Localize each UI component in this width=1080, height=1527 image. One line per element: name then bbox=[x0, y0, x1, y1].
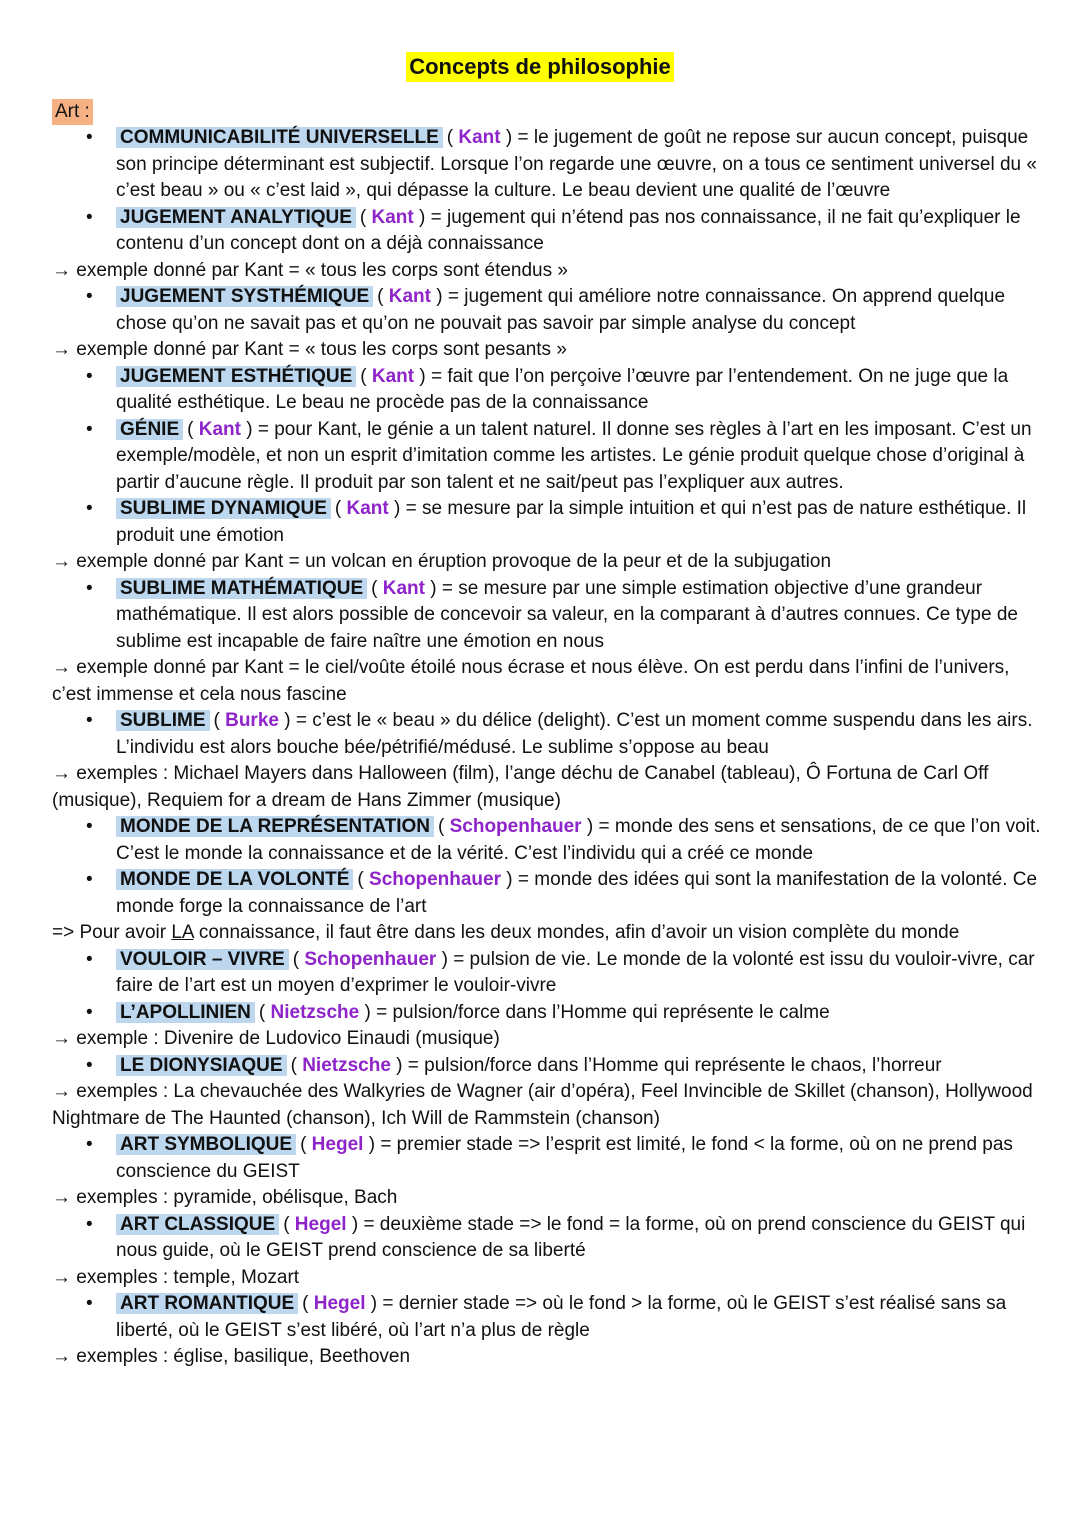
concept-list bbox=[52, 125, 1042, 1371]
concept-term: MONDE DE LA VOLONTÉ bbox=[116, 869, 353, 890]
section-art bbox=[52, 99, 1042, 126]
concept-item: • SUBLIME ( Burke ) = c’est le « beau » du délice (delight). C’est un moment comme suspendu dans les airs. L’individu est alors bouche bée/pétrifié/médusé. Le sublime s’oppose au beau bbox=[52, 708, 1042, 761]
concept-term: COMMUNICABILITÉ UNIVERSELLE bbox=[116, 127, 443, 148]
concept-item: • L’APOLLINIEN ( Nietzsche ) = pulsion/force dans l’Homme qui représente le calme bbox=[52, 1000, 1042, 1027]
concept-definition: = pulsion/force dans l’Homme qui représente le calme bbox=[376, 1001, 830, 1023]
concept-author: Kant bbox=[458, 127, 501, 148]
concept-author: Kant bbox=[198, 418, 241, 440]
example-note: → exemples : temple, Mozart bbox=[52, 1266, 300, 1288]
concept-definition: = se mesure par une simple estimation objective d’une grandeur mathématique. Il est alors possible de concevoir sa valeur, en la comparant à d’autres connues. Ce type de sublime est incapable de faire naître une émotion en nous bbox=[116, 577, 1018, 652]
concept-term: SUBLIME bbox=[116, 710, 210, 731]
concept-term: SUBLIME MATHÉMATIQUE bbox=[116, 578, 367, 599]
concept-author: Schopenhauer bbox=[449, 816, 582, 837]
concept-term: JUGEMENT ESTHÉTIQUE bbox=[116, 366, 356, 387]
concept-item: • GÉNIE ( Kant ) = pour Kant, le génie a un talent naturel. Il donne ses règles à l’art en les imposant. C’est un exemple/modèle, et non un esprit d’imitation comme les artistes. Le génie produit quelque chose d’original à partir d’aucune règle. Il produit par son talent et ne sait/peut pas l’expliquer aux autres. bbox=[52, 417, 1042, 497]
example-note: → exemples : église, basilique, Beethoven bbox=[52, 1346, 411, 1367]
concept-author: Kant bbox=[371, 365, 415, 387]
conclusion-pre: => Pour avoir bbox=[52, 922, 172, 943]
concept-item: • LE DIONYSIAQUE ( Nietzsche ) = pulsion/force dans l’Homme qui représente le chaos, l’horreur bbox=[52, 1053, 1042, 1080]
concept-definition: = se mesure par la simple intuition et qui n’est pas de nature esthétique. Il produit une émotion bbox=[116, 498, 1027, 546]
concept-definition: = pulsion de vie. Le monde de la volonté est issu du vouloir-vivre, car faire de l’art est un moyen d’exprimer le vouloir-vivre bbox=[116, 948, 1035, 996]
concept-item: • ART SYMBOLIQUE ( Hegel ) = premier stade => l’esprit est limité, le fond < la forme, où on ne prend pas conscience du GEIST bbox=[52, 1132, 1042, 1185]
example-note: → exemple : Divenire de Ludovico Einaudi (musique) bbox=[52, 1028, 500, 1049]
example-note: → exemples : pyramide, obélisque, Bach bbox=[52, 1187, 398, 1208]
concept-definition: = monde des idées qui sont la manifestation de la volonté. Ce monde forge la connaissance de l’art bbox=[116, 869, 1038, 917]
concept-author: Kant bbox=[346, 498, 389, 519]
concept-definition: = deuxième stade => le fond = la forme, où on prend conscience du GEIST qui nous guide, où le GEIST prend conscience de sa liberté bbox=[116, 1213, 1026, 1261]
conclusion-note bbox=[52, 920, 1042, 947]
concept-definition: = fait que l’on perçoive l’œuvre par l’entendement. On ne juge que la qualité esthétique. Le beau ne procède pas de la connaissance bbox=[116, 365, 1009, 413]
concept-definition: = c’est le « beau » du délice (delight). C’est un moment comme suspendu dans les airs. L’individu est alors bouche bée/pétrifié/médusé. Le sublime s’oppose au beau bbox=[116, 710, 1033, 758]
section-heading: Art : bbox=[52, 99, 93, 125]
concept-definition: = monde des sens et sensations, de ce que l’on voit. C’est le monde la connaissance et de la vérité. C’est l’individu qui a créé ce monde bbox=[116, 816, 1041, 864]
concept-item: • JUGEMENT SYSTHÉMIQUE ( Kant ) = jugement qui améliore notre connaissance. On apprend quelque chose qu’on ne savait pas et qu’on ne pouvait pas savoir par simple analyse du concept bbox=[52, 284, 1042, 337]
concept-author: Nietzsche bbox=[270, 1001, 360, 1023]
concept-item: • JUGEMENT ANALYTIQUE ( Kant ) = jugement qui n’étend pas nos connaissance, il ne fait qu’expliquer le contenu d’un concept dont on a déjà connaissance bbox=[52, 205, 1042, 258]
concept-term: JUGEMENT SYSTHÉMIQUE bbox=[116, 286, 373, 307]
concept-item: • SUBLIME MATHÉMATIQUE ( Kant ) = se mesure par une simple estimation objective d’une grandeur mathématique. Il est alors possible de concevoir sa valeur, en la comparant à d’autres connues. Ce type de sublime est incapable de faire naître une émotion en nous bbox=[52, 576, 1042, 656]
concept-definition: = pour Kant, le génie a un talent naturel. Il donne ses règles à l’art en les imposant. C’est un exemple/modèle, et non un esprit d’imitation comme les artistes. Le génie produit quelque chose d’original à partir d’aucune règle. Il produit par son talent et ne sait/peut pas l’expliquer aux autres. bbox=[116, 418, 1032, 493]
concept-author: Hegel bbox=[294, 1213, 347, 1235]
concept-term: L’APOLLINIEN bbox=[116, 1002, 255, 1023]
example-note: → exemples : Michael Mayers dans Halloween (film), l’ange déchu de Canabel (tableau), Ô Fortuna de Carl Off (musique), Requiem for a dream de Hans Zimmer (musique) bbox=[52, 763, 989, 811]
concept-definition: = jugement qui n’étend pas nos connaissance, il ne fait qu’expliquer le contenu d’un concept dont on a déjà connaissance bbox=[116, 206, 1021, 254]
conclusion-underlined: LA bbox=[171, 922, 194, 943]
concept-term: VOULOIR – VIVRE bbox=[116, 949, 289, 970]
example-note: → exemple donné par Kant = un volcan en éruption provoque de la peur et de la subjugation bbox=[52, 551, 832, 572]
concept-term: ART SYMBOLIQUE bbox=[116, 1134, 296, 1155]
concept-author: Kant bbox=[388, 286, 431, 307]
concept-item: • COMMUNICABILITÉ UNIVERSELLE ( Kant ) = le jugement de goût ne repose sur aucun concept, puisque son principe déterminant est subjectif. Lorsque l’on regarde une œuvre, on a tous ce sentiment universel du « c’est beau » ou « c’est laid », qui dépasse la culture. Le beau devient une qualité de l’œuvre bbox=[52, 125, 1042, 205]
concept-term: MONDE DE LA REPRÉSENTATION bbox=[116, 816, 434, 837]
example-note: → exemple donné par Kant = « tous les corps sont étendus » bbox=[52, 259, 568, 281]
page-title: Concepts de philosophie bbox=[406, 52, 674, 82]
title-row bbox=[0, 52, 1080, 83]
concept-definition: = le jugement de goût ne repose sur aucun concept, puisque son principe déterminant est subjectif. Lorsque l’on regarde une œuvre, on a tous ce sentiment universel du « c’est beau » ou « c’est laid », qui dépasse la culture. Le beau devient une qualité de l’œuvre bbox=[116, 127, 1037, 201]
concept-definition: = jugement qui améliore notre connaissance. On apprend quelque chose qu’on ne savait pas et qu’on ne pouvait pas savoir par simple analyse du concept bbox=[116, 286, 1006, 334]
concept-item: • MONDE DE LA VOLONTÉ ( Schopenhauer ) = monde des idées qui sont la manifestation de la volonté. Ce monde forge la connaissance de l’art bbox=[52, 867, 1042, 920]
concept-author: Schopenhauer bbox=[369, 869, 502, 890]
document-page bbox=[52, 52, 1042, 1371]
concept-term: JUGEMENT ANALYTIQUE bbox=[116, 207, 356, 228]
concept-author: Nietzsche bbox=[302, 1054, 391, 1076]
concept-term: LE DIONYSIAQUE bbox=[116, 1055, 287, 1076]
concept-author: Schopenhauer bbox=[304, 948, 437, 970]
concept-term: GÉNIE bbox=[116, 419, 183, 440]
concept-term: SUBLIME DYNAMIQUE bbox=[116, 498, 331, 519]
concept-item: • MONDE DE LA REPRÉSENTATION ( Schopenhauer ) = monde des sens et sensations, de ce que l’on voit. C’est le monde la connaissance et de la vérité. C’est l’individu qui a créé ce monde bbox=[52, 814, 1042, 867]
conclusion-post: connaissance, il faut être dans les deux mondes, afin d’avoir un vision complète du monde bbox=[193, 922, 960, 943]
concept-definition: = pulsion/force dans l’Homme qui représente le chaos, l’horreur bbox=[407, 1054, 942, 1076]
concept-author: Hegel bbox=[311, 1134, 364, 1155]
concept-item: • ART ROMANTIQUE ( Hegel ) = dernier stade => où le fond > la forme, où le GEIST s’est réalisé sans sa liberté, où le GEIST s’est libéré, où l’art n’a plus de règle bbox=[52, 1291, 1042, 1344]
concept-term: ART CLASSIQUE bbox=[116, 1214, 279, 1235]
concept-author: Kant bbox=[382, 577, 425, 599]
concept-author: Kant bbox=[371, 206, 414, 228]
concept-item: • ART CLASSIQUE ( Hegel ) = deuxième stade => le fond = la forme, où on prend conscience du GEIST qui nous guide, où le GEIST prend conscience de sa liberté bbox=[52, 1212, 1042, 1265]
example-note: → exemples : La chevauchée des Walkyries de Wagner (air d’opéra), Feel Invincible de Skillet (chanson), Hollywood Nightmare de The Haunted (chanson), Ich Will de Rammstein (chanson) bbox=[52, 1081, 1033, 1129]
concept-item: • JUGEMENT ESTHÉTIQUE ( Kant ) = fait que l’on perçoive l’œuvre par l’entendement. On ne juge que la qualité esthétique. Le beau ne procède pas de la connaissance bbox=[52, 364, 1042, 417]
example-note: → exemple donné par Kant = le ciel/voûte étoilé nous écrase et nous élève. On est perdu dans l’infini de l’univers, c’est immense et cela nous fascine bbox=[52, 657, 1010, 705]
concept-definition: = dernier stade => où le fond > la forme, où le GEIST s’est réalisé sans sa liberté, où le GEIST s’est libéré, où l’art n’a plus de règle bbox=[116, 1293, 1007, 1341]
concept-term: ART ROMANTIQUE bbox=[116, 1293, 298, 1314]
concept-author: Hegel bbox=[313, 1293, 366, 1314]
concept-definition: = premier stade => l’esprit est limité, le fond < la forme, où on ne prend pas conscience du GEIST bbox=[116, 1134, 1013, 1182]
concept-author: Burke bbox=[225, 710, 279, 731]
concept-item: • VOULOIR – VIVRE ( Schopenhauer ) = pulsion de vie. Le monde de la volonté est issu du vouloir-vivre, car faire de l’art est un moyen d’exprimer le vouloir-vivre bbox=[52, 947, 1042, 1000]
example-note: → exemple donné par Kant = « tous les corps sont pesants » bbox=[52, 339, 567, 360]
concept-item: • SUBLIME DYNAMIQUE ( Kant ) = se mesure par la simple intuition et qui n’est pas de nature esthétique. Il produit une émotion bbox=[52, 496, 1042, 549]
